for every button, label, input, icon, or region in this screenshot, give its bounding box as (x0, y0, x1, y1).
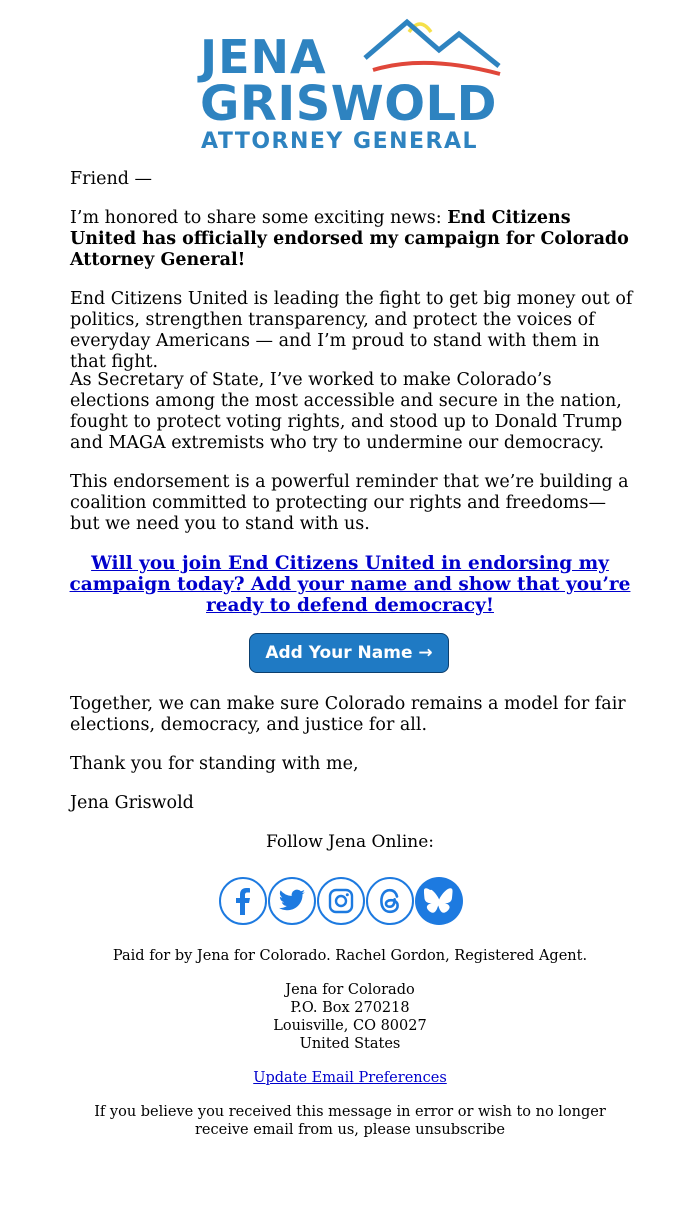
follow-label: Follow Jena Online: (265, 832, 435, 852)
paid-for-disclaimer: Paid for by Jena for Colorado. Rachel Gordon, Registered Agent. (112, 948, 588, 964)
campaign-logo (195, 14, 505, 154)
mailing-address (0, 981, 700, 1053)
twitter-icon[interactable] (268, 877, 316, 925)
paragraph-ecu: End Citizens United is leading the fight to get big money out of politics, strengthen transparency, and protect the voices of everyday Americans — and I’m proud to stand with them in that fight. (70, 289, 633, 372)
logo-first-name: JENA (200, 30, 327, 84)
address-city: Louisville, CO 80027 (273, 1018, 427, 1034)
signature: Jena Griswold (70, 793, 194, 813)
paragraph-together: Together, we can make sure Colorado remains a model for fair elections, democracy, and justice for all. (70, 694, 626, 735)
logo-subtitle: ATTORNEY GENERAL (201, 129, 479, 154)
endorsement-announcement: End Citizens United has officially endorsed my campaign for Colorado Attorney General! (70, 208, 629, 270)
unsubscribe-notice[interactable]: If you believe you received this message in error or wish to no longer receive email from us, please unsubscribe (94, 1104, 606, 1138)
address-po-box: P.O. Box 270218 (290, 1000, 410, 1016)
update-email-preferences-link[interactable]: Update Email Preferences (253, 1070, 447, 1086)
social-links (219, 877, 463, 925)
bluesky-icon[interactable] (415, 877, 463, 925)
cta-link[interactable]: Will you join End Citizens United in endorsing my campaign today? Add your name and show that you’re ready to defend democracy! (69, 553, 631, 616)
greeting: Friend — (70, 169, 152, 189)
add-your-name-button[interactable]: Add Your Name → (249, 633, 449, 673)
logo-last-name: GRISWOLD (200, 76, 497, 132)
facebook-icon[interactable] (219, 877, 267, 925)
paragraph-coalition: This endorsement is a powerful reminder that we’re building a coalition committed to protecting our rights and freedoms— but we need you to stand with us. (70, 472, 629, 534)
address-country: United States (299, 1036, 401, 1052)
mountains-sun-logo-art (355, 14, 505, 84)
address-org: Jena for Colorado (285, 982, 415, 998)
intro-paragraph (70, 208, 634, 271)
instagram-icon[interactable] (317, 877, 365, 925)
signoff: Thank you for standing with me, (70, 754, 359, 774)
paragraph-record: As Secretary of State, I’ve worked to make Colorado’s elections among the most accessible and secure in the nation, fought to protect voting rights, and stood up to Donald Trump and MAGA extremists who try to undermine our democracy. (70, 370, 623, 453)
threads-icon[interactable] (366, 877, 414, 925)
intro-lead: I’m honored to share some exciting news: (70, 208, 448, 228)
